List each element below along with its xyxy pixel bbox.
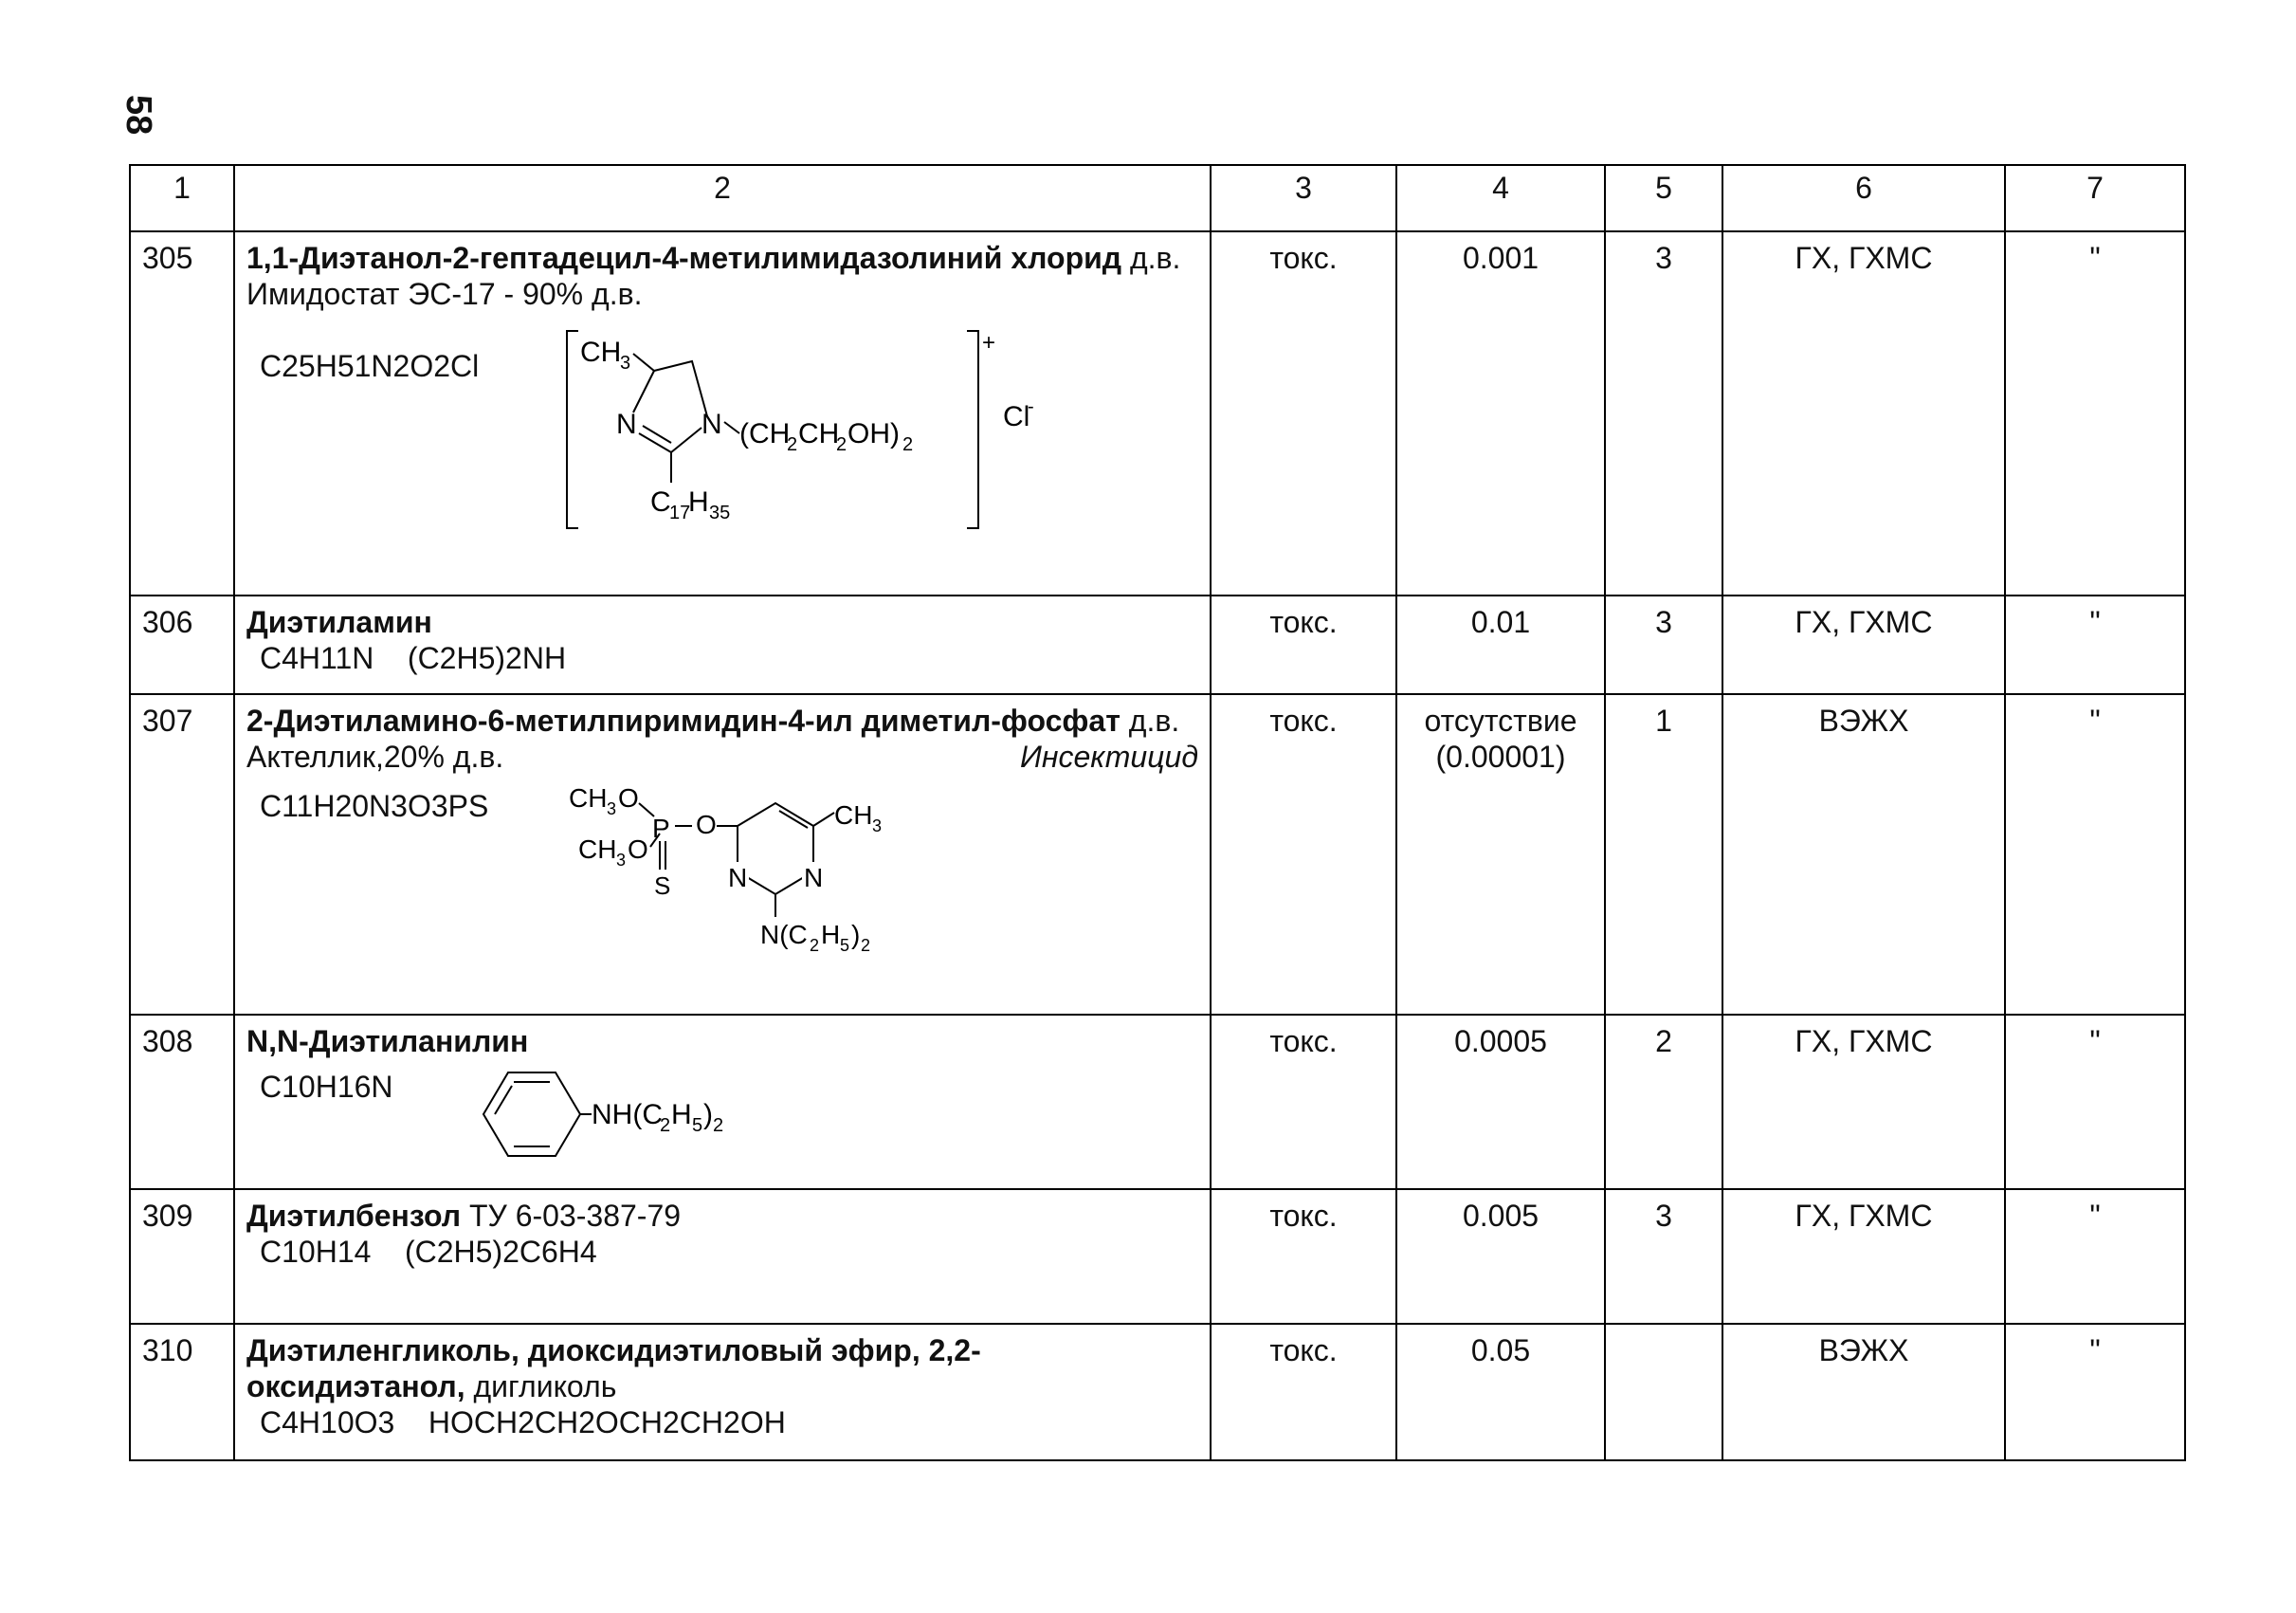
table-row bbox=[130, 596, 2185, 694]
molecular-formula: C10H14 (C2H5)2C6H4 bbox=[260, 1235, 597, 1269]
method-cell: ГХ, ГХМС bbox=[1722, 231, 2005, 596]
hazard-cell: токс. bbox=[1211, 1324, 1396, 1460]
svg-text:C: C bbox=[650, 486, 671, 518]
substance-cell bbox=[234, 694, 1211, 1015]
table-row bbox=[130, 694, 2185, 1015]
col-header-6: 6 bbox=[1722, 165, 2005, 231]
row-number: 310 bbox=[130, 1324, 234, 1460]
svg-text:N: N bbox=[616, 409, 637, 440]
class-cell: 3 bbox=[1605, 596, 1722, 694]
method-cell: ГХ, ГХМС bbox=[1722, 596, 2005, 694]
hazard-cell: токс. bbox=[1211, 1015, 1396, 1189]
structure-block bbox=[246, 1059, 1198, 1173]
svg-text:CH: CH bbox=[834, 800, 873, 830]
col-header-3: 3 bbox=[1211, 165, 1396, 231]
hazard-cell: токс. bbox=[1211, 1189, 1396, 1324]
svg-text:5: 5 bbox=[692, 1115, 703, 1136]
molecular-formula: C4H10O3 HOCH2CH2OCH2CH2OH bbox=[260, 1405, 786, 1439]
table-row bbox=[130, 1015, 2185, 1189]
row-number: 305 bbox=[130, 231, 234, 596]
substance-name: N,N-Диэтиланилин bbox=[246, 1024, 529, 1058]
col-header-2: 2 bbox=[234, 165, 1211, 231]
substance-cell bbox=[234, 231, 1211, 596]
row-number: 309 bbox=[130, 1189, 234, 1324]
molecular-formula: C10H16N bbox=[260, 1070, 393, 1104]
svg-text:3: 3 bbox=[616, 851, 627, 870]
svg-text:H: H bbox=[821, 920, 841, 949]
svg-text:CH: CH bbox=[798, 418, 840, 449]
svg-text:): ) bbox=[703, 1099, 713, 1130]
substance-cell bbox=[234, 1015, 1211, 1189]
svg-text:-: - bbox=[1028, 396, 1034, 417]
row-number: 307 bbox=[130, 694, 234, 1015]
svg-text:2: 2 bbox=[902, 434, 914, 455]
table-row bbox=[130, 1189, 2185, 1324]
col-header-4: 4 bbox=[1396, 165, 1605, 231]
svg-text:2: 2 bbox=[836, 434, 847, 455]
svg-text:17: 17 bbox=[669, 503, 691, 523]
svg-text:CH: CH bbox=[580, 337, 622, 368]
svg-text:35: 35 bbox=[709, 503, 731, 523]
value-cell: 0.0005 bbox=[1396, 1015, 1605, 1189]
col7-cell: " bbox=[2005, 1324, 2185, 1460]
col7-cell: " bbox=[2005, 1015, 2185, 1189]
svg-text:P: P bbox=[652, 814, 670, 843]
svg-text:(CH: (CH bbox=[739, 418, 791, 449]
substance-cell bbox=[234, 1324, 1211, 1460]
svg-text:O: O bbox=[618, 783, 639, 813]
class-cell: 3 bbox=[1605, 231, 1722, 596]
svg-text:NH(C: NH(C bbox=[592, 1099, 663, 1130]
col7-cell: " bbox=[2005, 694, 2185, 1015]
svg-text:2: 2 bbox=[810, 936, 820, 955]
substance-name: Диэтиленгликоль, диоксидиэтиловый эфир, 2,2-оксидиэтанол, bbox=[246, 1333, 981, 1403]
method-cell: ВЭЖХ bbox=[1722, 694, 2005, 1015]
col7-cell: " bbox=[2005, 596, 2185, 694]
col7-cell: " bbox=[2005, 231, 2185, 596]
structure-block bbox=[246, 312, 1198, 540]
svg-text:2: 2 bbox=[861, 936, 871, 955]
structure-diagram bbox=[569, 775, 967, 955]
svg-text:Cl: Cl bbox=[1003, 401, 1030, 432]
svg-text:CH: CH bbox=[569, 783, 608, 813]
substance-trade-name: Имидостат ЭС-17 - 90% д.в. bbox=[246, 277, 643, 311]
substance-note: дигликоль bbox=[465, 1369, 617, 1403]
svg-text:): ) bbox=[851, 920, 861, 949]
svg-text:O: O bbox=[696, 810, 717, 839]
value-cell: отсутствие (0.00001) bbox=[1396, 694, 1605, 1015]
svg-text:H: H bbox=[671, 1099, 692, 1130]
substance-name: Диэтилбензол bbox=[246, 1199, 462, 1233]
col-header-5: 5 bbox=[1605, 165, 1722, 231]
substance-name: Диэтиламин bbox=[246, 605, 432, 639]
substances-table bbox=[129, 164, 2186, 1461]
class-cell: 2 bbox=[1605, 1015, 1722, 1189]
structure-block bbox=[246, 775, 1198, 955]
structure-diagram bbox=[559, 321, 1090, 540]
substance-name: 2-Диэтиламино-6-метилпиримидин-4-ил диметил-фосфат bbox=[246, 704, 1121, 738]
svg-text:H: H bbox=[688, 486, 709, 518]
substance-note: д.в. bbox=[1121, 241, 1181, 275]
substance-trade-name: Актеллик,20% д.в. bbox=[246, 740, 504, 774]
svg-text:5: 5 bbox=[840, 936, 850, 955]
row-number: 308 bbox=[130, 1015, 234, 1189]
structure-diagram bbox=[474, 1059, 796, 1173]
table-row bbox=[130, 231, 2185, 596]
page-number: 58 bbox=[118, 95, 158, 136]
molecular-formula: C25H51N2O2Cl bbox=[260, 349, 480, 383]
svg-text:S: S bbox=[654, 871, 671, 900]
svg-text:O: O bbox=[628, 834, 648, 864]
svg-text:+: + bbox=[982, 330, 996, 356]
col7-cell: " bbox=[2005, 1189, 2185, 1324]
svg-text:3: 3 bbox=[620, 353, 631, 374]
substance-cell bbox=[234, 1189, 1211, 1324]
method-cell: ВЭЖХ bbox=[1722, 1324, 2005, 1460]
svg-text:2: 2 bbox=[787, 434, 798, 455]
hazard-cell: токс. bbox=[1211, 596, 1396, 694]
col-header-1: 1 bbox=[130, 165, 234, 231]
value-cell: 0.001 bbox=[1396, 231, 1605, 596]
method-cell: ГХ, ГХМС bbox=[1722, 1189, 2005, 1324]
substance-name: 1,1-Диэтанол-2-гептадецил-4-метилимидазолиний хлорид bbox=[246, 241, 1122, 275]
hazard-cell: токс. bbox=[1211, 231, 1396, 596]
svg-text:OH): OH) bbox=[847, 418, 900, 449]
svg-text:3: 3 bbox=[607, 799, 617, 818]
class-cell: 1 bbox=[1605, 694, 1722, 1015]
svg-text:2: 2 bbox=[713, 1115, 724, 1136]
substance-note: д.в. bbox=[1120, 704, 1180, 738]
value-cell: 0.005 bbox=[1396, 1189, 1605, 1324]
class-cell bbox=[1605, 1324, 1722, 1460]
substance-cell bbox=[234, 596, 1211, 694]
svg-text:N: N bbox=[804, 863, 824, 892]
col-header-7: 7 bbox=[2005, 165, 2185, 231]
svg-text:N: N bbox=[702, 409, 722, 440]
molecular-formula: C11H20N3O3PS bbox=[260, 789, 489, 823]
row-number: 306 bbox=[130, 596, 234, 694]
value-cell: 0.05 bbox=[1396, 1324, 1605, 1460]
header-row bbox=[130, 165, 2185, 231]
table-row bbox=[130, 1324, 2185, 1460]
class-cell: 3 bbox=[1605, 1189, 1722, 1324]
substance-note: ТУ 6-03-387-79 bbox=[461, 1199, 682, 1233]
molecular-formula: C4H11N (C2H5)2NH bbox=[260, 641, 567, 675]
usage-tag: Инсектицид bbox=[1020, 740, 1198, 774]
svg-text:3: 3 bbox=[872, 816, 883, 835]
hazard-cell: токс. bbox=[1211, 694, 1396, 1015]
svg-text:N(C: N(C bbox=[760, 920, 808, 949]
svg-text:2: 2 bbox=[660, 1115, 671, 1136]
method-cell: ГХ, ГХМС bbox=[1722, 1015, 2005, 1189]
svg-text:CH: CH bbox=[578, 834, 617, 864]
svg-text:N: N bbox=[728, 863, 748, 892]
value-cell: 0.01 bbox=[1396, 596, 1605, 694]
